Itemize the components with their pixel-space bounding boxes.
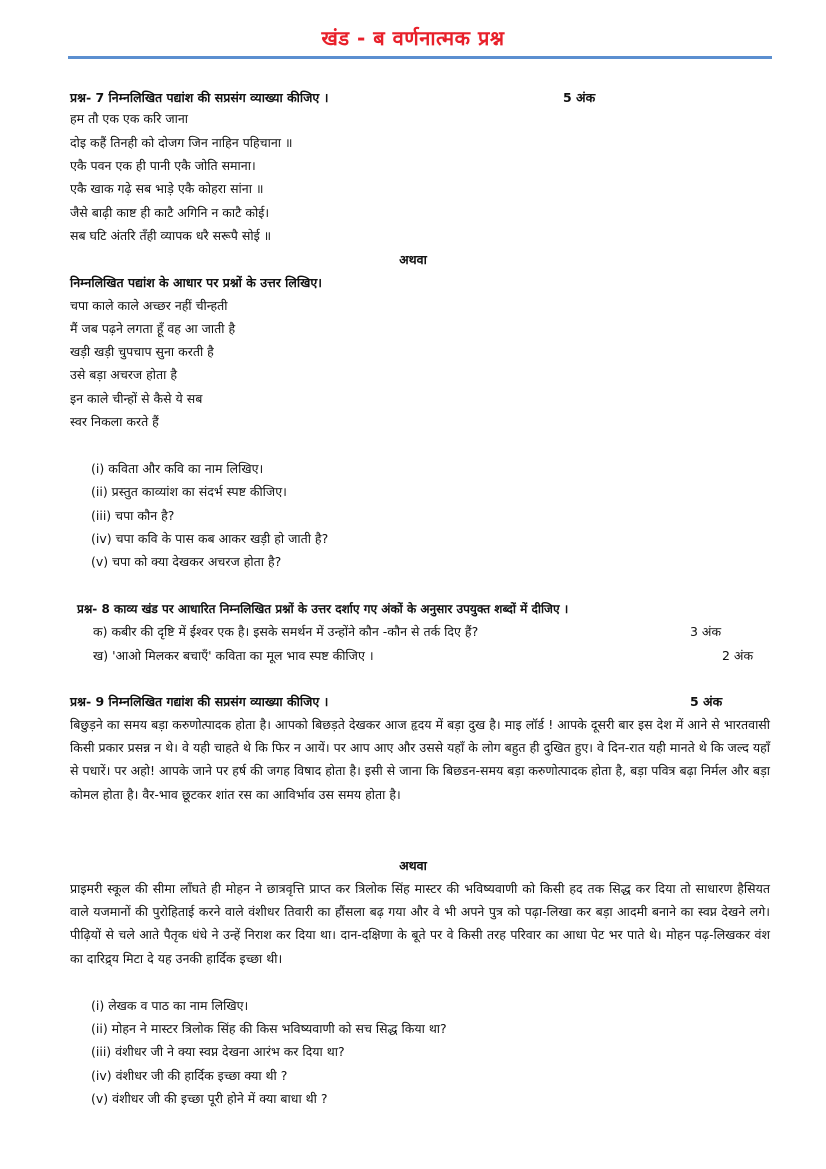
- q7-question: (v) चपा को क्या देखकर अचरज होता है?: [91, 554, 282, 569]
- q7-alt-poem-line: खड़ी खड़ी चुपचाप सुना करती है: [70, 344, 214, 359]
- q7-alt-poem-line: स्वर निकला करते हैं: [70, 414, 159, 429]
- q9-marks: 5 अंक: [690, 694, 723, 709]
- q7-poem-line: एकै पवन एक ही पानी एकै जोति समाना।: [70, 158, 256, 173]
- q8-item-marks: 2 अंक: [722, 648, 754, 663]
- q9-heading: प्रश्न- 9 निम्नलिखित गद्यांश की सप्रसंग व्याख्या कीजिए ।: [70, 694, 329, 709]
- q7-alt-heading: निम्नलिखित पद्यांश के आधार पर प्रश्नों के उत्तर लिखिए।: [70, 275, 322, 290]
- q9-or-label: अथवा: [399, 858, 427, 873]
- q9-question: (ii) मोहन ने मास्टर त्रिलोक सिंह की किस भविष्यवाणी को सच सिद्ध किया था?: [91, 1021, 447, 1036]
- q9-question: (iv) वंशीधर जी की हार्दिक इच्छा क्या थी ?: [91, 1068, 288, 1083]
- q9-alt-passage: प्राइमरी स्कूल की सीमा लाँघते ही मोहन ने छात्रवृत्ति प्राप्त कर त्रिलोक सिंह मास्टर की भविष्यवाणी को किसी हद तक सिद्ध कर दिया तो साधारण हैसियत वाले यजमानों की पुरोहिताई करने वाले वंशीधर तिवारी का हौंसला बढ़ गया और वे भी अपने पुत्र को पढ़ा-लिखा कर बड़ा आदमी बनाने का स्वप्न देखने लगे। पीढ़ियों से चले आते पैतृक धंधे ने उन्हें निराश कर दिया था। दान-दक्षिणा के बूते पर वे किसी तरह परिवार का आधा पेट भर पाते थे। मोहन पढ़-लिखकर वंश का दारिद्र्य मिटा दे यह उनकी हार्दिक इच्छा थी।: [70, 881, 770, 966]
- q7-heading: प्रश्न- 7 निम्नलिखित पद्यांश की सप्रसंग व्याख्या कीजिए ।: [70, 90, 329, 105]
- q9-question: (iii) वंशीधर जी ने क्या स्वप्न देखना आरंभ कर दिया था?: [91, 1044, 345, 1059]
- q7-question: (i) कविता और कवि का नाम लिखिए।: [91, 461, 264, 476]
- q7-poem-line: सब घटि अंतरि तँही व्यापक धरै सरूपै सोई ॥: [70, 228, 272, 243]
- q9-passage: बिछुड़ने का समय बड़ा करुणोत्पादक होता है। आपको बिछड़ते देखकर आज हृदय में बड़ा दुख है। माइ लॉर्ड ! आपके दूसरी बार इस देश में आने से भारतवासी किसी प्रकार प्रसन्न न थे। वे यही चाहते थे कि फिर न आयें। पर आप आए और उससे यहाँ के लोग बहुत ही दुखित हुए। वे दिन-रात यही मानते थे कि जल्द यहाँ से पधारें। पर अहो! आपके जाने पर हर्ष की जगह विषाद होता है। इसी से जाना कि बिछडन-समय बड़ा करुणोत्पादक होता है, बड़ा पवित्र बढ़ा निर्मल और बड़ा कोमल होता है। वैर-भाव छूटकर शांत रस का आविर्भाव उस समय होता है।: [70, 717, 770, 802]
- q7-question: (ii) प्रस्तुत काव्यांश का संदर्भ स्पष्ट कीजिए।: [91, 484, 287, 499]
- q7-or-label: अथवा: [399, 252, 427, 267]
- q7-alt-poem-line: उसे बड़ा अचरज होता है: [70, 367, 178, 382]
- section-title: खंड - ब वर्णनात्मक प्रश्न: [321, 26, 505, 50]
- q7-question: (iv) चपा कवि के पास कब आकर खड़ी हो जाती है?: [91, 531, 329, 546]
- q8-heading: प्रश्न- 8 काव्य खंड पर आधारित निम्नलिखित प्रश्नों के उत्तर दर्शाए गए अंकों के अनुसार उपयुक्त शब्दों में दीजिए ।: [77, 602, 569, 616]
- q7-question: (iii) चपा कौन है?: [91, 508, 175, 523]
- q7-alt-poem-line: चपा काले काले अच्छर नहीं चीन्हती: [70, 298, 228, 313]
- q7-poem-line: दोइ कहैं तिनही को दोजग जिन नाहिन पहिचाना ॥: [70, 135, 293, 150]
- q7-poem-line: हम तौ एक एक करि जाना: [70, 111, 189, 126]
- q8-item-marks: 3 अंक: [690, 624, 722, 639]
- q8-item: क) कबीर की दृष्टि में ईश्वर एक है। इसके समर्थन में उन्होंने कौन -कौन से तर्क दिए हैं?: [93, 624, 479, 639]
- q7-poem-line: एकै खाक गढ़े सब भाड़े एकै कोहरा सांना ॥: [70, 181, 264, 196]
- q7-alt-poem-line: मैं जब पढ़ने लगता हूँ वह आ जाती है: [70, 321, 236, 336]
- title-underline: [68, 56, 772, 59]
- q7-marks: 5 अंक: [563, 90, 596, 105]
- q7-alt-poem-line: इन काले चीन्हों से कैसे ये सब: [70, 391, 203, 406]
- q8-item: ख) 'आओ मिलकर बचाएँ' कविता का मूल भाव स्पष्ट कीजिए ।: [93, 648, 374, 663]
- q9-question: (i) लेखक व पाठ का नाम लिखिए।: [91, 998, 249, 1013]
- q9-question: (v) वंशीधर जी की इच्छा पूरी होने में क्या बाधा थी ?: [91, 1091, 328, 1106]
- q7-poem-line: जैसे बाढ़ी काष्ट ही काटै अगिनि न काटै कोई।: [70, 205, 270, 220]
